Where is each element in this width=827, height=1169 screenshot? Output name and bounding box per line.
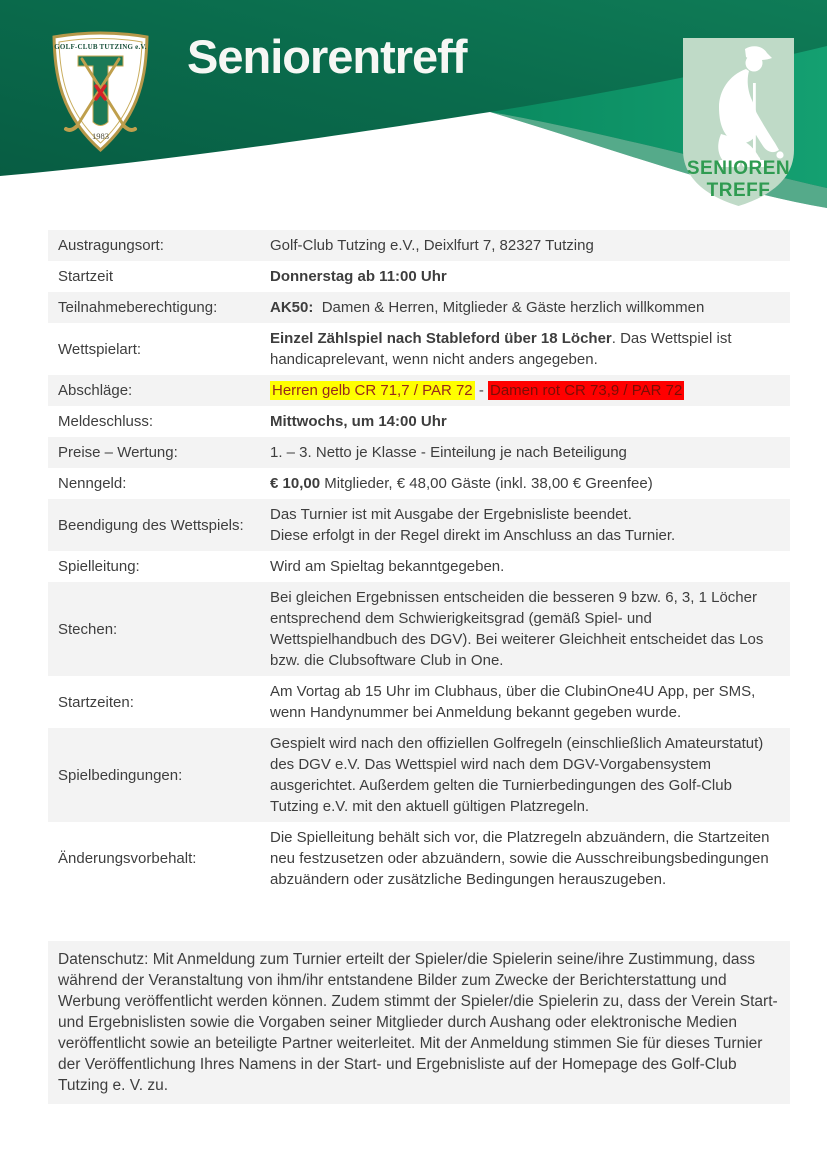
row-label: Spielleitung: — [58, 558, 140, 575]
table-row — [48, 437, 790, 468]
spec-table — [48, 230, 790, 895]
table-row — [48, 468, 790, 499]
value-segment: Golf-Club Tutzing e.V., Deixlfurt 7, 82327 Tutzing — [270, 237, 594, 254]
value-segment: 1. – 3. Netto je Klasse - Einteilung je nach Beteiligung — [270, 444, 627, 461]
table-row — [48, 406, 790, 437]
value-segment: € 10,00 — [270, 475, 321, 492]
table-row — [48, 676, 790, 728]
value-segment: Einzel Zählspiel nach Stableford über 18 Löcher — [270, 330, 612, 347]
row-value — [270, 587, 790, 671]
page-title: Seniorentreff — [187, 30, 467, 83]
row-label: Austragungsort: — [58, 237, 164, 254]
row-value — [270, 266, 790, 287]
badge-line1: SENIOREN — [686, 158, 791, 179]
value-segment: . Das Wettspiel ist handicaprelevant, wenn nicht anders angegeben. — [270, 330, 732, 368]
table-row — [48, 323, 790, 375]
value-segment: Donnerstag ab 11:00 Uhr — [270, 268, 447, 285]
row-value — [270, 473, 790, 494]
row-label: Preise – Wertung: — [58, 444, 178, 461]
row-label: Meldeschluss: — [58, 413, 154, 430]
row-value — [270, 297, 790, 318]
table-row — [48, 728, 790, 822]
row-value — [270, 235, 790, 256]
value-segment: Bei gleichen Ergebnissen entscheiden die besseren 9 bzw. 6, 3, 1 Löcher entsprechend dem Schwierigkeitsgrad (gemäß Spiel- und Wettspielhandbuch des DGV). Bei weiterer Gleichheit entscheidet das Los bzw. die Clubsoftware Club in One. — [270, 589, 764, 669]
row-value — [270, 328, 790, 370]
badge-line2: TREFF — [706, 180, 771, 201]
row-value — [270, 681, 790, 723]
row-label: Stechen: — [58, 620, 118, 638]
row-value — [270, 504, 790, 546]
row-label: Beendigung des Wettspiels: — [58, 516, 244, 534]
value-segment: Mitglieder, € 48,00 Gäste (inkl. 38,00 € Greenfee) — [320, 475, 653, 492]
row-value — [270, 442, 790, 463]
value-segment: Die Spielleitung behält sich vor, die Platzregeln abzuändern, die Startzeiten neu festzusetzen oder abzuändern, sowie die Ausschreibungsbedingungen abzuändern oder zusätzliche Bedingungen herauszugeben. — [270, 829, 770, 888]
row-value — [270, 556, 790, 577]
row-value — [270, 411, 790, 432]
club-name-text: GOLF-CLUB TUTZING e.V. — [54, 43, 147, 51]
senioren-treff-badge — [683, 38, 794, 208]
row-value — [270, 380, 790, 401]
row-label: Abschläge: — [58, 382, 133, 399]
row-label: Nenngeld: — [58, 475, 127, 492]
row-label: Teilnahmeberechtigung: — [58, 299, 218, 316]
value-segment: Damen & Herren, Mitglieder & Gäste herzlich willkommen — [313, 299, 705, 316]
value-segment: Wird am Spieltag bekanntgegeben. — [270, 558, 505, 575]
highlight-red: Damen rot CR 73,9 / PAR 72 — [490, 382, 683, 399]
privacy-notice: Datenschutz: Mit Anmeldung zum Turnier erteilt der Spieler/die Spielerin seine/ihre Zustimmung, dass während der Veranstaltung von ihm/ihr entstandene Bilder zum Zwecke der Berichterstattung und Werbung veröffentlicht werden können. Zudem stimmt der Spieler/die Spielerin zu, dass der Verein Start- und Ergebnislisten sowie die Vorgaben seiner Mitglieder durch Aushang oder elektronische Medien veröffentlicht sowie an beteiligte Partner weiterleitet. Mit der Anmeldung stimmen Sie für dieses Turnier der Veröffentlichung Ihres Namens in der Start- und Ergebnisliste auf der Homepage des Golf-Club Tutzing e. V. zu. — [48, 941, 790, 1104]
row-label: Änderungsvorbehalt: — [58, 850, 197, 867]
table-row — [48, 499, 790, 551]
highlight-yellow: Herren gelb CR 71,7 / PAR 72 — [272, 382, 473, 399]
row-label: Wettspielart: — [58, 340, 142, 358]
value-segment: - — [474, 382, 488, 399]
row-label: Startzeit — [58, 268, 114, 285]
table-row — [48, 230, 790, 261]
table-row — [48, 582, 790, 676]
table-row — [48, 375, 790, 406]
value-segment: Mittwochs, um 14:00 Uhr — [270, 413, 447, 430]
value-segment: Das Turnier ist mit Ausgabe der Ergebnisliste beendet. Diese erfolgt in der Regel direkt im Anschluss an das Turnier. — [270, 506, 676, 544]
value-segment: Am Vortag ab 15 Uhr im Clubhaus, über die ClubinOne4U App, per SMS, wenn Handynummer bei Anmeldung bekannt gegeben wurde. — [270, 683, 756, 721]
club-year-text: 1983 — [92, 131, 109, 141]
value-segment: AK50: — [270, 299, 314, 316]
row-label: Startzeiten: — [58, 693, 134, 711]
row-value — [270, 733, 790, 817]
table-row — [48, 822, 790, 895]
row-label: Spielbedingungen: — [58, 766, 183, 784]
table-row — [48, 551, 790, 582]
club-crest-icon — [49, 26, 152, 153]
row-value — [270, 827, 790, 890]
value-segment: Gespielt wird nach den offiziellen Golfregeln (einschließlich Amateurstatut) des DGV e.V. Das Wettspiel wird nach dem DGV-Vorgabensystem ausgerichtet. Außerdem gelten die Turnierbedingungen des Golf-Club Tutzing e.V. mit den aktuell gültigen Platzregeln. — [270, 735, 764, 815]
table-row — [48, 261, 790, 292]
table-row — [48, 292, 790, 323]
